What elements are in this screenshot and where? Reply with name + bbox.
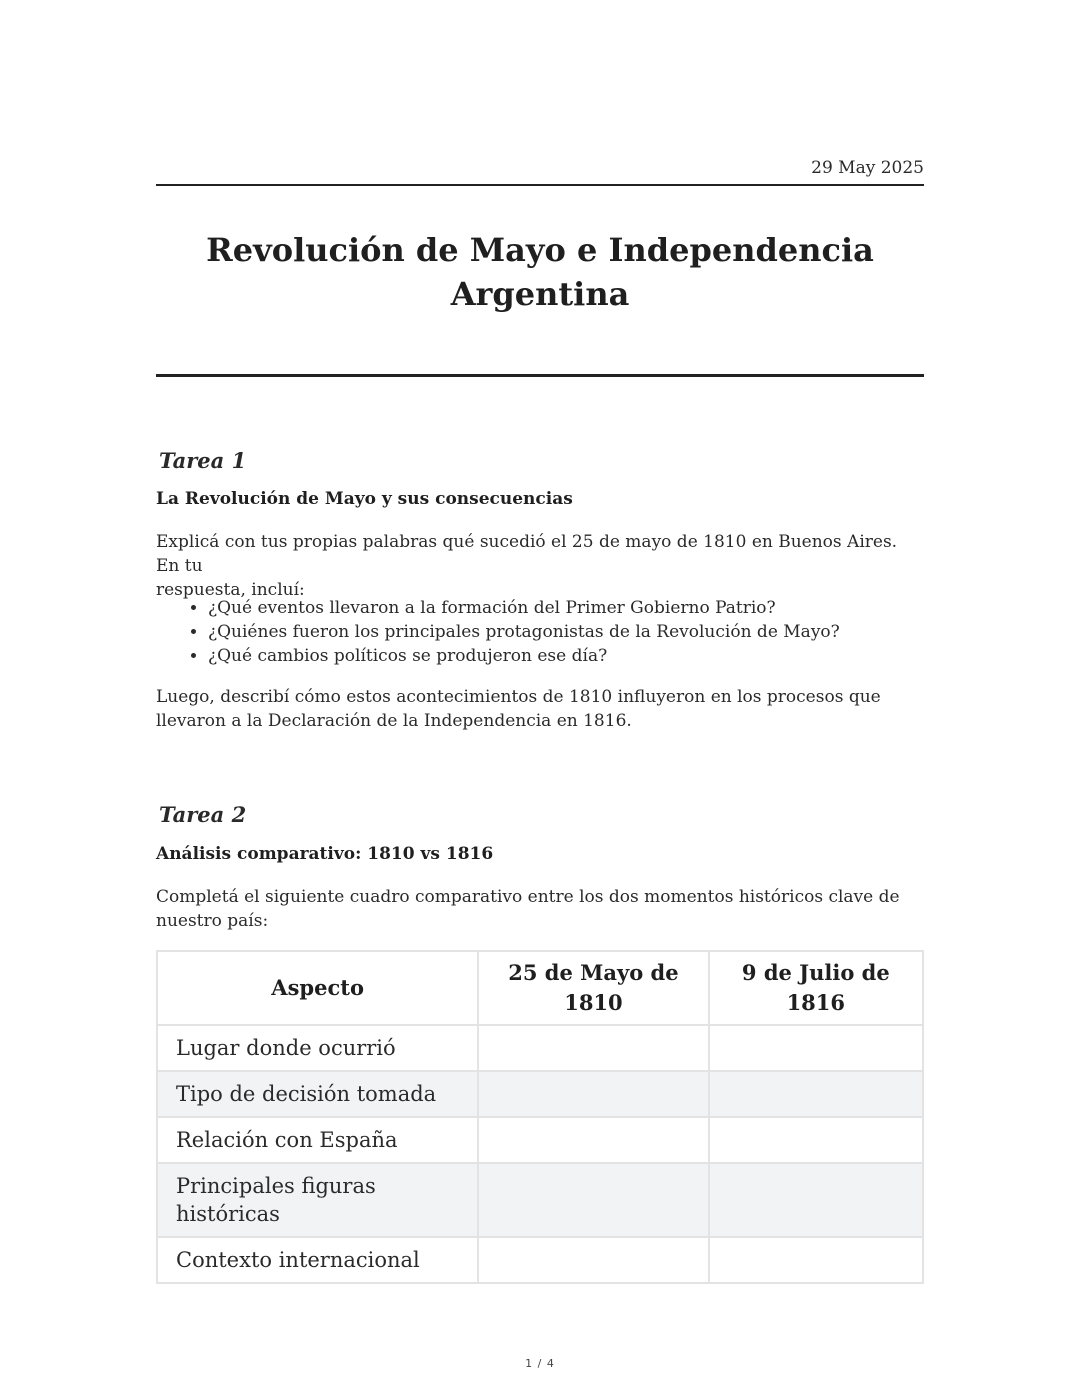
row-label: Tipo de decisión tomada (157, 1071, 478, 1117)
list-item: • ¿Qué eventos llevaron a la formación del Primer Gobierno Patrio? (208, 596, 840, 620)
document-title (156, 228, 924, 316)
answer-cell-1816[interactable] (709, 1071, 923, 1117)
table-row (157, 1237, 923, 1283)
task1-closing-line-1: Luego, describí cómo estos acontecimientos de 1810 influyeron en los procesos que (156, 687, 881, 707)
answer-cell-1816[interactable] (709, 1237, 923, 1283)
list-item: • ¿Qué cambios políticos se produjeron ese día? (208, 644, 840, 668)
row-label: Lugar donde ocurrió (157, 1025, 478, 1071)
answer-cell-1816[interactable] (709, 1163, 923, 1237)
task1-closing-line-2: llevaron a la Declaración de la Independencia en 1816. (156, 711, 632, 731)
row-label: Contexto internacional (157, 1237, 478, 1283)
header-divider (156, 184, 924, 186)
task1-heading: Tarea 1 (159, 448, 247, 473)
task1-question-list (156, 596, 840, 668)
answer-cell-1816[interactable] (709, 1117, 923, 1163)
row-label: Relación con España (157, 1117, 478, 1163)
comparison-table (156, 950, 924, 1284)
table-row (157, 1163, 923, 1237)
answer-cell-1810[interactable] (478, 1025, 708, 1071)
table-header-row (157, 951, 923, 1025)
task1-intro-line-1: Explicá con tus propias palabras qué sucedió el 25 de mayo de 1810 en Buenos Aires. En tu (156, 532, 898, 576)
table-row (157, 1071, 923, 1117)
answer-cell-1816[interactable] (709, 1025, 923, 1071)
answer-cell-1810[interactable] (478, 1071, 708, 1117)
task2-intro-line-1: Completá el siguiente cuadro comparativo entre los dos momentos históricos clave de (156, 887, 900, 907)
answer-cell-1810[interactable] (478, 1163, 708, 1237)
task1-intro-line-2: respuesta, incluí: (156, 580, 305, 600)
task1-intro (156, 530, 924, 602)
task1-subtitle: La Revolución de Mayo y sus consecuencias (156, 489, 573, 509)
title-line-2: Argentina (450, 275, 630, 313)
list-item: • ¿Quiénes fueron los principales protagonistas de la Revolución de Mayo? (208, 620, 840, 644)
page-number: 1 / 4 (525, 1357, 555, 1370)
task1-closing (156, 685, 924, 733)
row-label: Principales figuras históricas (157, 1163, 478, 1237)
title-line-1: Revolución de Mayo e Independencia (206, 231, 874, 269)
task2-subtitle: Análisis comparativo: 1810 vs 1816 (156, 844, 494, 864)
column-header-1816: 9 de Julio de 1816 (709, 951, 923, 1025)
answer-cell-1810[interactable] (478, 1237, 708, 1283)
document-date: 29 May 2025 (811, 158, 924, 178)
task2-heading: Tarea 2 (159, 802, 247, 827)
table-row (157, 1117, 923, 1163)
task2-intro-line-2: nuestro país: (156, 911, 269, 931)
column-header-aspect: Aspecto (157, 951, 478, 1025)
table-row (157, 1025, 923, 1071)
answer-cell-1810[interactable] (478, 1117, 708, 1163)
column-header-1810: 25 de Mayo de 1810 (478, 951, 708, 1025)
title-divider (156, 374, 924, 377)
task2-intro (156, 885, 924, 933)
